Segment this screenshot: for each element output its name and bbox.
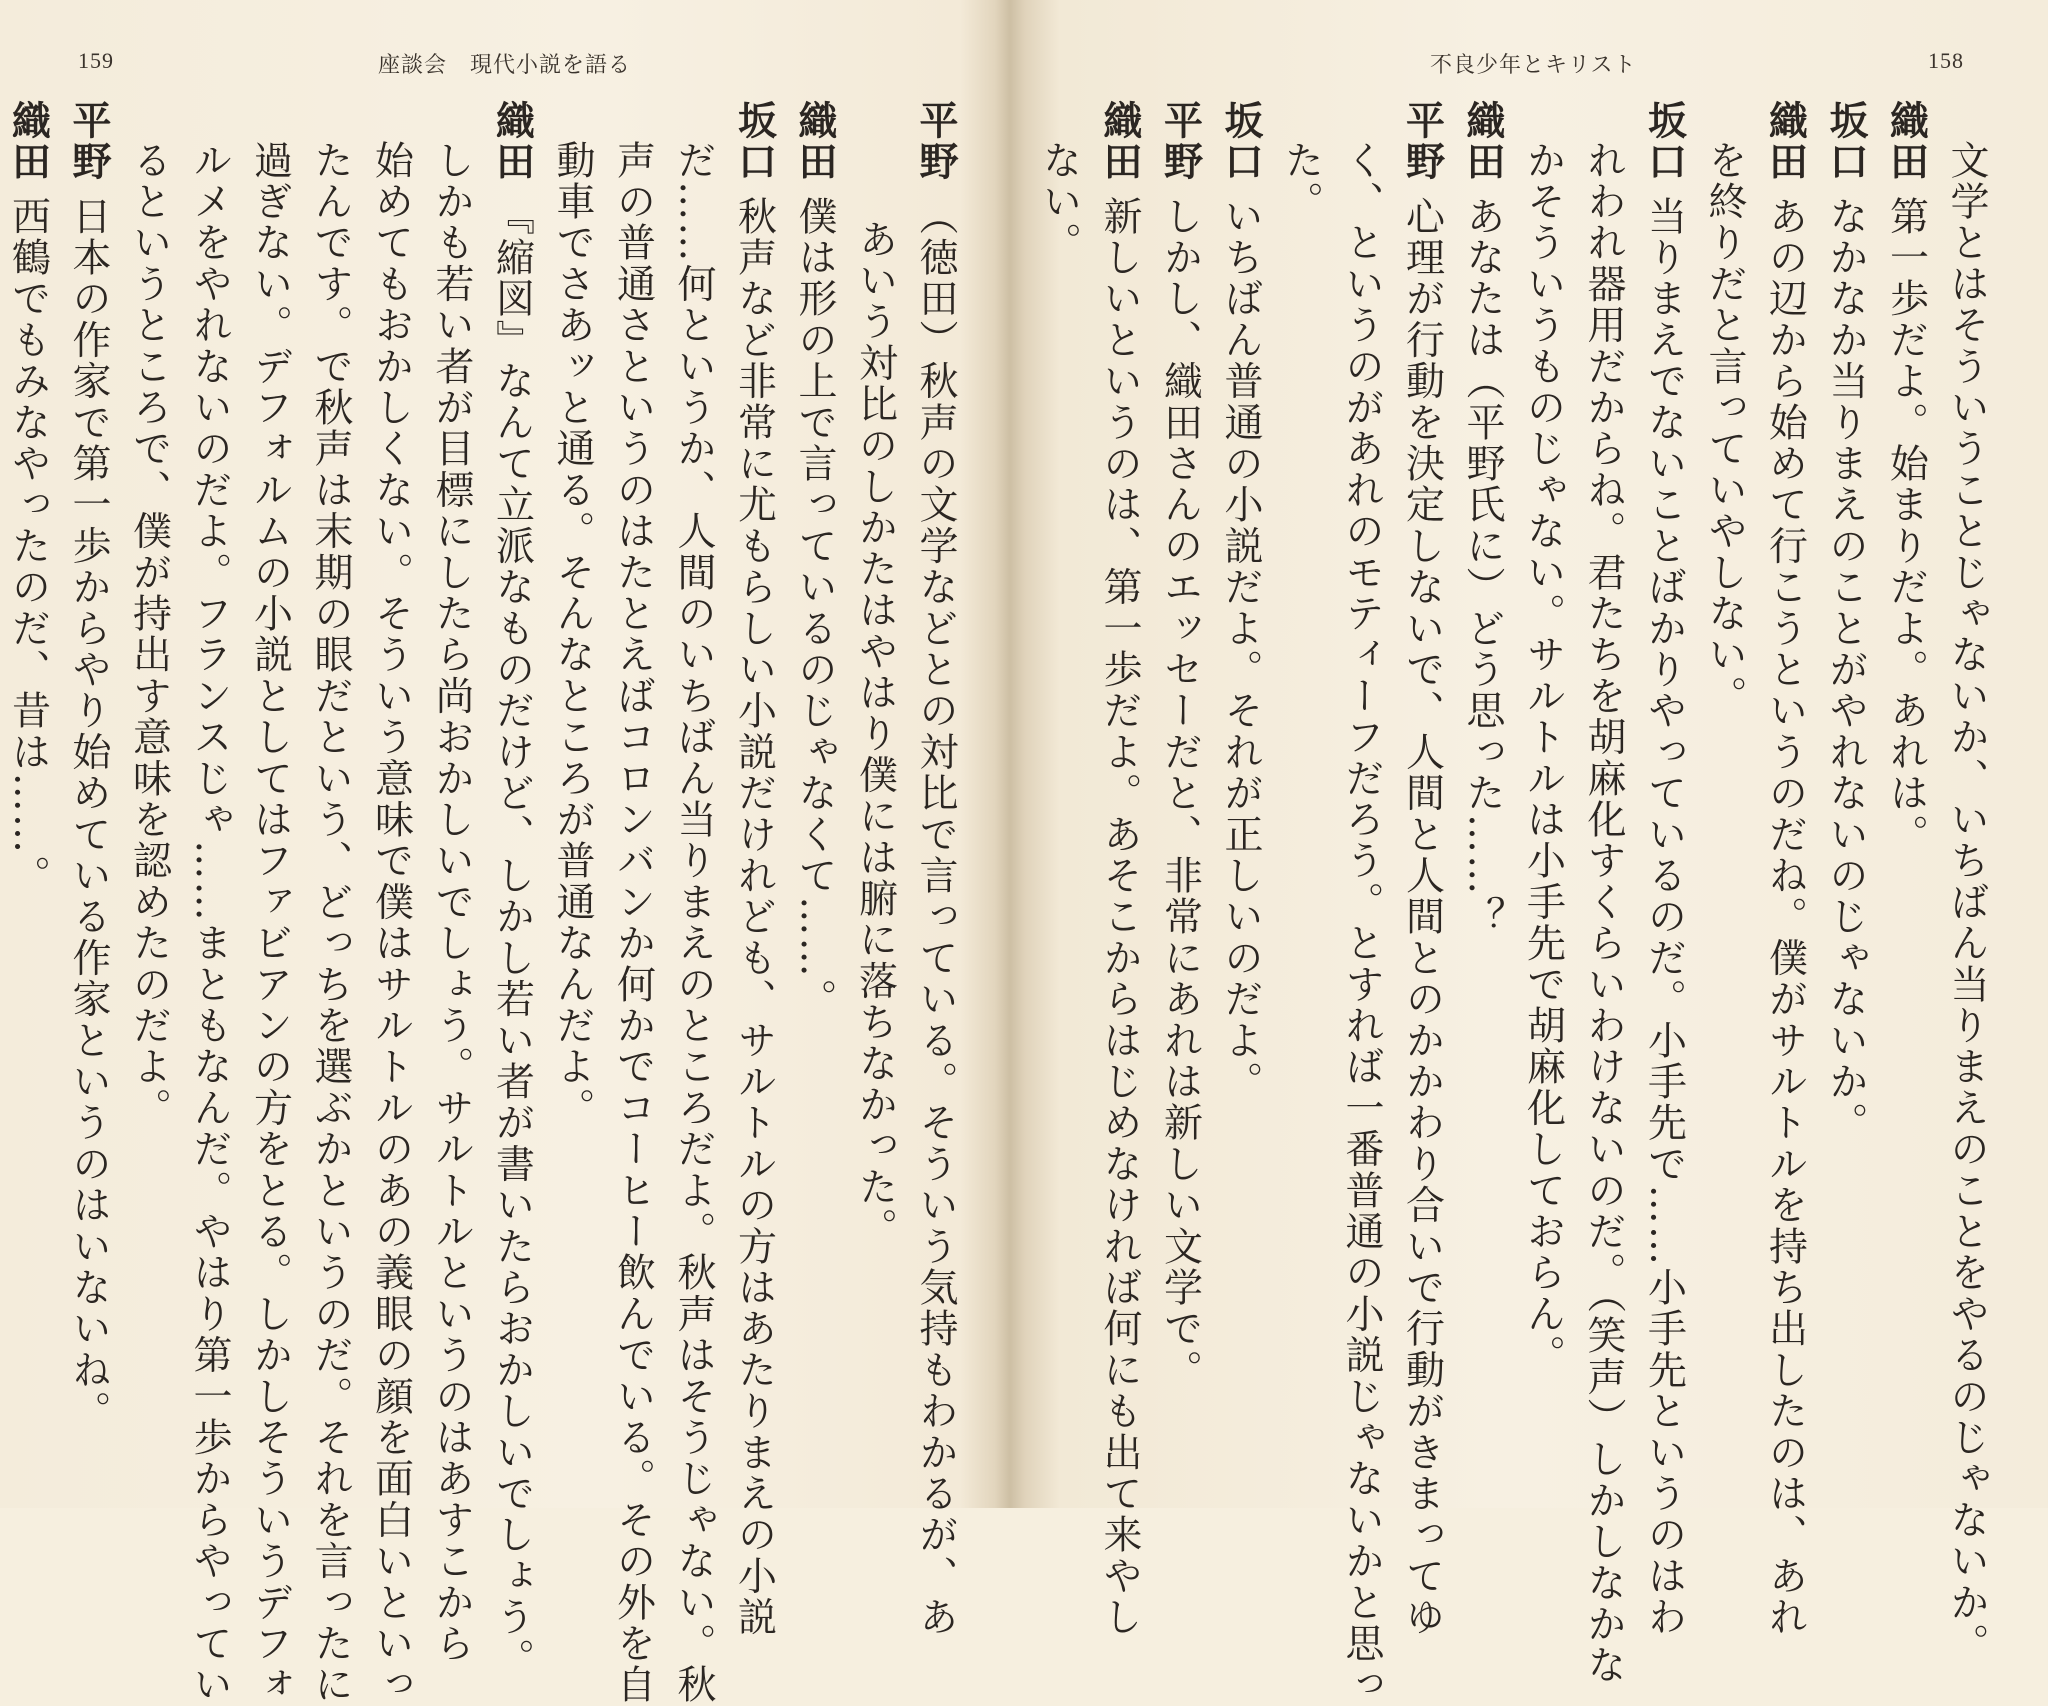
right-page-number: 158 [1928,48,1964,73]
text-line [421,100,482,1665]
line-text: だ……何というか、人間のいちばん当りまえのところだよ。秋声はそうじゃない。秋 [671,140,716,1706]
speaker-name: 平野 [1157,100,1203,182]
text-line [1875,100,1936,1450]
line-text: 西鶴でもみなやったのだ、昔は……。 [5,196,51,897]
text-line [844,100,905,1450]
line-text: 文学とはそういうことじゃないか、いちばん当りまえのことをやるのじゃないか。 [1944,140,1989,1665]
text-line [723,100,784,1638]
left-page-text [5,100,965,1706]
text-line [300,100,361,1706]
speaker-name: 織田 [1883,100,1929,182]
speaker-name: 織田 [1097,100,1142,182]
line-text: （徳田）秋声の文学などとの対比で言っている。そういう気持もわかるが、あ [913,196,958,1638]
text-line [602,100,663,1706]
line-text: を終りだと言っていやしない。 [1702,140,1747,717]
line-text: 過ぎない。デフォルムの小説としてはファビアンの方をとる。しかしそういうデフォ [247,140,293,1706]
speaker-name: 織田 [1460,100,1505,182]
text-line [1754,100,1815,1638]
line-text: 秋声など非常に尤もらしい小説だけれども、サルトルの方はあたりまえの小説 [731,196,777,1638]
right-page-text [1036,100,1996,1706]
text-line [1452,100,1513,1450]
left-page-number: 159 [78,48,114,73]
line-text: た。 [1278,140,1324,223]
line-text: れわれ器用だからね。君たちを胡麻化すくらいわけないのだ。（笑声）しかしなかな [1581,140,1626,1687]
text-line [1512,100,1573,1450]
line-text: あなたは（平野氏に）どう思った……？ [1460,196,1505,938]
speaker-name: 織田 [792,100,837,182]
text-line [179,100,240,1706]
text-line [58,100,119,1450]
speaker-name: 平野 [913,100,958,182]
line-text: なかなか当りまえのことがやれないのじゃないか。 [1823,196,1868,1144]
line-text: 第一歩だよ。始まりだよ。あれは。 [1883,196,1929,856]
text-line [1270,100,1331,1450]
text-line [1936,100,1997,1665]
speaker-name: 平野 [1399,100,1445,182]
line-text: 『縮図』なんて立派なものだけど、しかし若い者が書いたらおかしいでしょう。 [489,196,535,1680]
line-text: いちばん普通の小説だよ。それが正しいのだよ。 [1218,196,1263,1103]
line-text: く、というのがあれのモティーフだろう。とすれば一番普通の小説じゃないかと思っ [1339,140,1384,1706]
left-page [0,0,1005,1706]
line-text: しかし、織田さんのエッセーだと、非常にあれは新しい文学で。 [1157,196,1203,1391]
speaker-name: 坂口 [1218,100,1263,182]
speaker-name: 坂口 [731,100,777,182]
line-text: 動車でさあッと通る。そんなところが普通なんだよ。 [550,140,595,1129]
text-line [360,100,421,1706]
text-line [118,100,179,1450]
line-text: ない。 [1036,140,1082,264]
line-text: るというところで、僕が持出す意味を認めたのだよ。 [126,140,172,1129]
text-line [481,100,542,1680]
text-line [542,100,603,1450]
speaker-name: 坂口 [1823,100,1868,182]
line-text: 始めてもおかしくない。そういう意味で僕はサルトルのあの義眼の顔を面白いといっ [368,140,414,1706]
text-line [1815,100,1876,1450]
line-text: 心理が行動を決定しないで、人間と人間とのかかわり合いで行動がきまってゆ [1399,196,1445,1638]
line-text: かそういうものじゃない。サルトルは小手先で胡麻化しておらん。 [1520,140,1566,1376]
text-line [1694,100,1755,1450]
text-line [1028,100,1089,1450]
text-line [1331,100,1392,1706]
text-line [1210,100,1271,1450]
line-text: 声の普通さというのはたとえばコロンバンか何かでコーヒー飲んでいる。その外を自 [610,140,656,1706]
text-line [1633,100,1694,1638]
speaker-name: 平野 [66,100,111,182]
text-line [784,100,845,1450]
speaker-name: 織田 [1762,100,1808,182]
text-line [0,100,58,1450]
line-text: ルメをやれないのだよ。フランスじゃ……まともなんだ。やはり第一歩からやってい [187,140,232,1706]
right-page [1010,0,2048,1706]
speaker-name: 坂口 [1641,100,1687,182]
line-text: 新しいというのは、第一歩だよ。あそこからはじめなければ何にも出て来やし [1097,196,1142,1638]
text-line [1149,100,1210,1450]
line-text: あいう対比のしかたはやはり僕には腑に落ちなかった。 [852,219,898,1249]
line-text: 日本の作家で第一歩からやり始めている作家というのはいないね。 [66,196,111,1432]
line-text: 僕は形の上で言っているのじゃなくて……。 [792,196,837,1020]
speaker-name: 織田 [489,100,535,182]
text-line [239,100,300,1706]
text-line [1089,100,1150,1638]
left-running-head: 座談会 現代小説を語る [378,53,632,78]
text-line [905,100,966,1638]
line-text: しかも若い者が目標にしたら尚おかしいでしょう。サルトルというのはあすこから [429,140,474,1665]
text-line [1391,100,1452,1638]
speaker-name: 織田 [5,100,51,182]
text-line [663,100,724,1706]
line-text: 当りまえでないことばかりやっているのだ。小手先で……小手先というのはわ [1641,196,1687,1638]
right-running-head: 不良少年とキリスト [1430,53,1637,78]
line-text: たんです。で秋声は末期の眼だという、どっちを選ぶかというのだ。それを言ったに [308,140,353,1706]
line-text: あの辺から始めて行こうというのだね。僕がサルトルを持ち出したのは、あれ [1762,196,1808,1638]
text-line [1573,100,1634,1687]
